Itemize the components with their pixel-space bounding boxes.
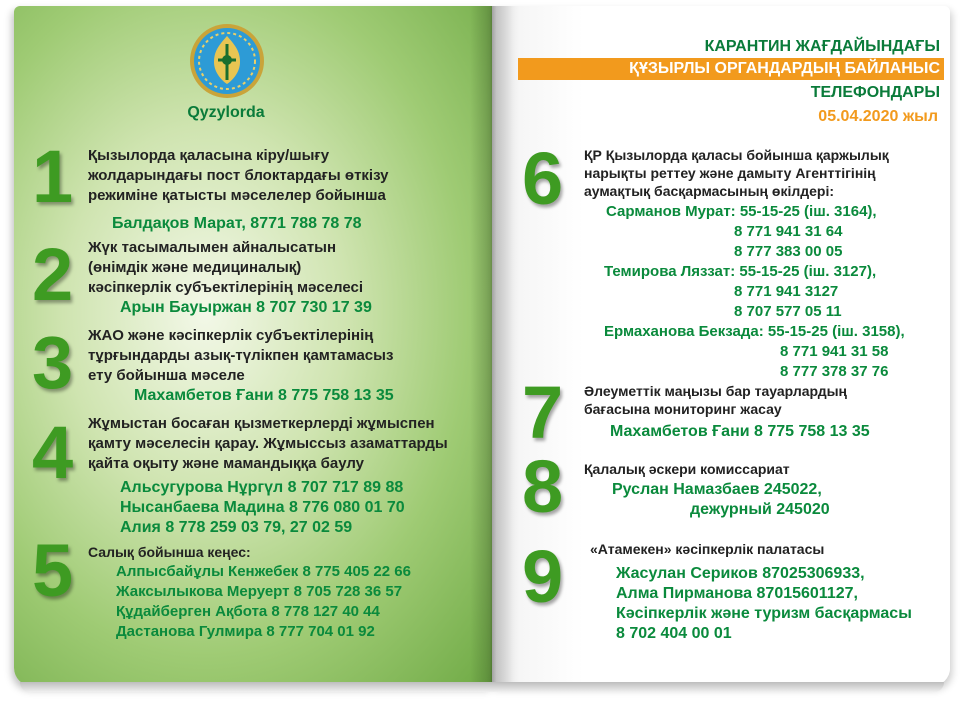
contact-line: Дастанова Гулмира 8 777 704 01 92 xyxy=(116,623,375,640)
contact-line: 8 777 383 00 05 xyxy=(734,243,843,260)
contact-line: Алпысбайұлы Кенжебек 8 775 405 22 66 xyxy=(116,563,411,580)
section-text: нарықты реттеу және дамыту Агенттігінің xyxy=(584,165,876,181)
contact-line: Балдақов Марат, 8771 788 78 78 xyxy=(112,215,362,232)
section-number: 6 xyxy=(522,137,564,220)
contact-line: Сарманов Мурат: 55-15-25 (іш. 3164), xyxy=(606,203,877,220)
section-8 xyxy=(584,460,830,520)
contact-line: 8 771 941 31 58 xyxy=(780,343,889,360)
section-text: ЖАО және кәсіпкерлік субъектілерінің xyxy=(88,327,374,344)
contact-line: Арын Бауыржан 8 707 730 17 39 xyxy=(120,299,372,316)
section-text: Жүк тасымалымен айналысатын xyxy=(88,239,337,256)
section-number: 5 xyxy=(32,529,74,612)
section-5 xyxy=(88,542,411,642)
contact-line: Кәсіпкерлік және туризм басқармасы xyxy=(616,605,912,622)
contact-line: 8 771 941 31 64 xyxy=(734,223,843,240)
title-line-2-banner: ҚҰЗЫРЛЫ ОРГАНДАРДЫҢ БАЙЛАНЫС xyxy=(518,58,944,80)
section-text: Жұмыстан босаған қызметкерлерді жұмыспен xyxy=(88,415,435,432)
section-text: режиміне қатысты мәселелер бойынша xyxy=(88,187,386,204)
section-1 xyxy=(88,146,389,234)
contact-line: Жасулан Сериков 87025306933, xyxy=(616,565,865,582)
section-text: тұрғындарды азық-түлікпен қамтамасыз xyxy=(88,347,394,364)
section-9 xyxy=(590,540,912,644)
section-text: қамту мәселесін қарау. Жұмыссыз азаматтарды xyxy=(88,435,448,452)
book-spine xyxy=(470,6,514,686)
section-text: ету бойынша мәселе xyxy=(88,367,245,384)
page-edge xyxy=(20,682,944,692)
title-line-3: ТЕЛЕФОНДАРЫ xyxy=(810,84,940,101)
contact-line: Алма Пирманова 87015601127, xyxy=(616,585,858,602)
section-number: 8 xyxy=(522,445,564,528)
section-text: жолдарындағы пост блоктардағы өткізу xyxy=(88,167,389,184)
section-text: «Атамекен» кәсіпкерлік палатасы xyxy=(590,541,825,557)
contact-line: Құдайберген Ақбота 8 778 127 40 44 xyxy=(116,603,380,620)
contact-line: Махамбетов Ғани 8 775 758 13 35 xyxy=(610,423,870,440)
title-line-1: КАРАНТИН ЖАҒДАЙЫНДАҒЫ xyxy=(704,38,940,55)
section-3 xyxy=(88,326,394,406)
contact-line: Алия 8 778 259 03 79, 27 02 59 xyxy=(120,519,353,536)
contact-line: Ермаханова Бекзада: 55-15-25 (іш. 3158), xyxy=(604,323,905,340)
city-emblem-icon xyxy=(188,22,266,100)
contact-line: 8 707 577 05 11 xyxy=(734,303,842,320)
section-text: ҚР Қызылорда қаласы бойынша қаржылық xyxy=(584,147,889,163)
section-text: Әлеуметтік маңызы бар тауарлардың xyxy=(584,383,847,399)
section-text: бағасына мониторинг жасау xyxy=(584,401,782,417)
city-name: Qyzylorda xyxy=(187,104,265,121)
section-7 xyxy=(584,382,870,442)
contact-line: Альсугурова Нұргүл 8 707 717 89 88 xyxy=(120,479,404,496)
section-6 xyxy=(584,146,905,382)
section-number: 1 xyxy=(32,135,74,218)
contact-line: 8 771 941 3127 xyxy=(734,283,839,300)
contact-line: 8 702 404 00 01 xyxy=(616,625,732,642)
section-text: (өнімдік және медициналық) xyxy=(88,259,302,276)
section-number: 2 xyxy=(32,233,74,316)
section-text: Салық бойынша кеңес: xyxy=(88,544,251,560)
section-number: 4 xyxy=(32,411,74,494)
contact-line: Руслан Намазбаев 245022, xyxy=(612,481,822,498)
section-text: кәсіпкерлік субъектілерінің мәселесі xyxy=(88,279,364,296)
section-number: 9 xyxy=(522,535,564,618)
section-number: 7 xyxy=(522,371,564,454)
contact-line: Темирова Ляззат: 55-15-25 (іш. 3127), xyxy=(604,263,877,280)
contact-line: Жаксылыкова Меруерт 8 705 728 36 57 xyxy=(116,583,403,600)
section-text: қайта оқыту және мамандыққа баулу xyxy=(88,455,365,472)
title-date: 05.04.2020 жыл xyxy=(818,108,938,125)
section-number: 3 xyxy=(32,321,74,404)
section-4 xyxy=(88,414,448,538)
section-text: Қалалық әскери комиссариат xyxy=(584,461,790,477)
section-text: аумақтық басқармасының өкілдері: xyxy=(584,183,835,199)
contact-line: Нысанбаева Мадина 8 776 080 01 70 xyxy=(120,499,405,516)
section-text: Қызылорда қаласына кіру/шығу xyxy=(88,147,330,164)
contact-line: дежурный 245020 xyxy=(690,501,830,518)
section-2 xyxy=(88,238,372,318)
contact-line: 8 777 378 37 76 xyxy=(780,363,889,380)
contact-line: Махамбетов Ғани 8 775 758 13 35 xyxy=(134,387,394,404)
